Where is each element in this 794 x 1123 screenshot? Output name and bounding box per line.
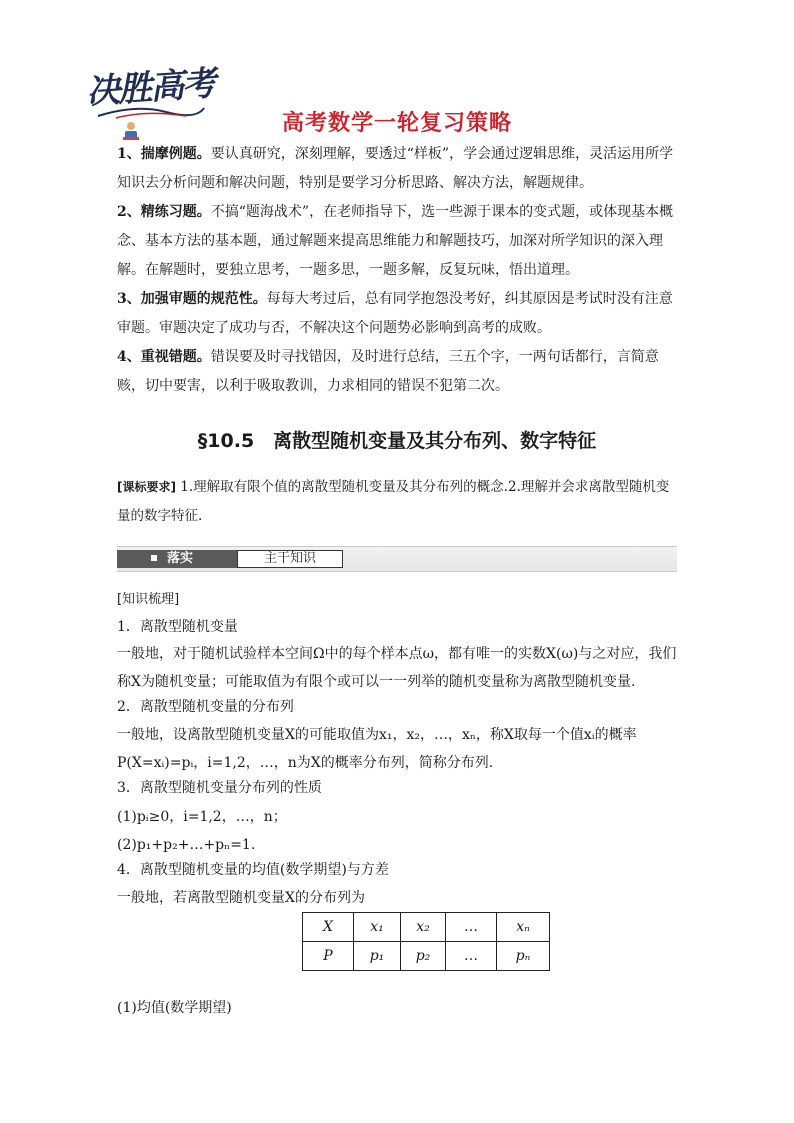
table-cell: p₂: [401, 942, 446, 971]
property-2: (2)p₁+p₂+…+pₙ=1.: [117, 837, 256, 853]
table-cell: …: [446, 913, 497, 942]
main-title: 高考数学一轮复习策略: [281, 111, 512, 136]
strategy-1: [117, 140, 682, 198]
logo-text: 决胜高考: [85, 63, 216, 113]
table-cell: x₂: [401, 913, 446, 942]
strategy-4: [117, 343, 682, 401]
strategy-lead: 4、重视错题。: [117, 349, 211, 365]
section-banner: [117, 546, 677, 572]
square-bullet-icon: [151, 555, 157, 561]
knowledge-heading: [知识梳理]: [117, 592, 180, 607]
paragraph-2: 一般地，设离散型随机变量X的可能取值为x₁，x₂，…，xₙ，称X取每一个值xᵢ的概率P(X=xᵢ)=pᵢ，i=1,2，…，n为X的概率分布列，简称分布列.: [117, 727, 637, 771]
heading-4: 4．离散型随机变量的均值(数学期望)与方差: [117, 862, 389, 878]
table-row: [303, 913, 550, 942]
table-row: [303, 942, 550, 971]
paragraph-5: (1)均值(数学期望): [117, 1000, 232, 1016]
property-1: (1)pᵢ≥0，i=1,2，…，n；: [117, 809, 287, 825]
strategy-text: 要认真研究，深刻理解，要透过“样板”，学会通过逻辑思维，灵活运用所学知识去分析问题和解决问题，特别是要学习分析思路、解决方法，解题规律。: [117, 146, 674, 191]
strategy-text: 错误要及时寻找错因，及时进行总结，三五个字，一两句话都行，言简意赅，切中要害，以利于吸取教训，力求相同的错误不犯第二次。: [117, 349, 659, 394]
table-cell: P: [303, 942, 354, 971]
table-cell: …: [446, 942, 497, 971]
strategy-text: 不搞“题海战术”，在老师指导下，选一些源于课本的变式题，或体现基本概念、基本方法的基本题，通过解题来提高思维能力和解题技巧，加深对所学知识的深入理解。在解题时，要独立思考，一题多思，一题多解，反复玩味，悟出道理。: [117, 204, 674, 278]
requirement-tag: [课标要求]: [117, 480, 176, 494]
heading-2: 2．离散型随机变量的分布列: [117, 699, 294, 715]
requirement-text: 1.理解取有限个值的离散型随机变量及其分布列的概念.2.理解并会求离散型随机变量的数字特征.: [117, 479, 670, 524]
table-cell: X: [303, 913, 354, 942]
paragraph-4: 一般地，若离散型随机变量X的分布列为: [117, 890, 365, 906]
strategy-lead: 3、加强审题的规范性。: [117, 291, 267, 307]
table-cell: xₙ: [497, 913, 550, 942]
strategy-2: [117, 198, 682, 285]
banner-dark-label: 落实: [117, 550, 237, 568]
table-cell: p₁: [354, 942, 401, 971]
strategy-3: [117, 285, 682, 343]
strategy-text: 每每大考过后，总有同学抱怨没考好，纠其原因是考试时没有注意审题。审题决定了成功与否，不解决这个问题势必影响到高考的成败。: [117, 291, 673, 336]
table-cell: pₙ: [497, 942, 550, 971]
course-requirement: [117, 473, 682, 531]
section-title: §10.5 离散型随机变量及其分布列、数字特征: [197, 430, 597, 452]
banner-light-label: 主干知识: [237, 550, 343, 568]
strategy-lead: 1、揣摩例题。: [117, 146, 211, 162]
strategy-lead: 2、精练习题。: [117, 204, 211, 220]
heading-1: 1．离散型随机变量: [117, 619, 238, 635]
heading-3: 3．离散型随机变量分布列的性质: [117, 780, 322, 796]
table-cell: x₁: [354, 913, 401, 942]
distribution-table: [302, 912, 550, 971]
paragraph-1: 一般地，对于随机试验样本空间Ω中的每个样本点ω，都有唯一的实数X(ω)与之对应，我们称X为随机变量；可能取值为有限个或可以一一列举的随机变量称为离散型随机变量.: [117, 646, 677, 690]
